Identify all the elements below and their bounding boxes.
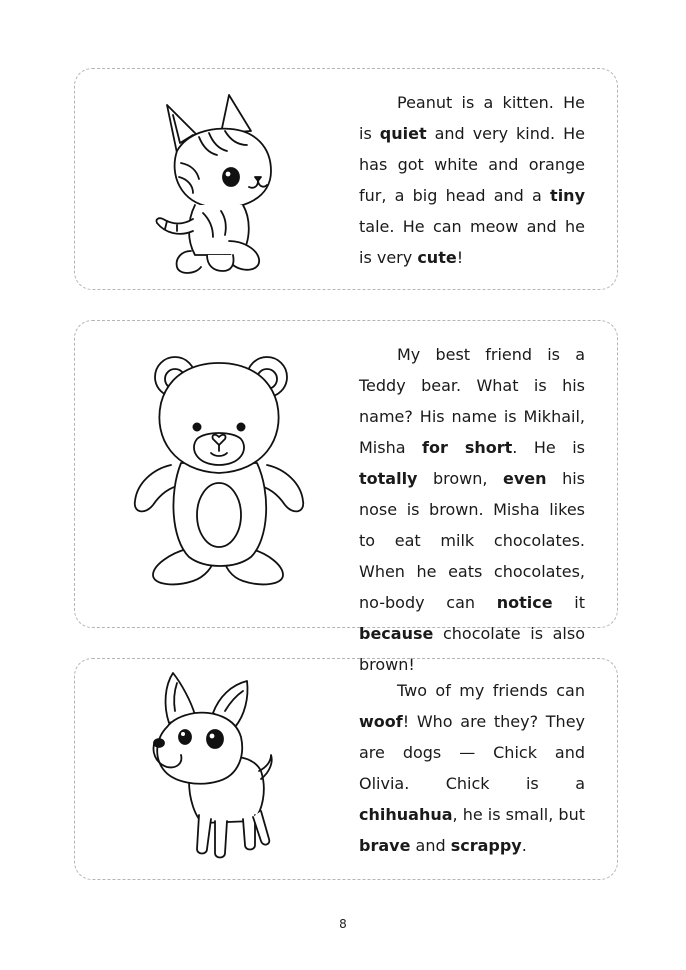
kitten-illustration: [151, 91, 285, 275]
chihuahua-story-text: [359, 675, 585, 861]
story-card-teddy-bear: [74, 320, 618, 674]
teddy-bear-illustration: [131, 353, 307, 587]
bold-word: scrappy: [450, 836, 522, 855]
story-paragraph: Two of my friends can woof! Who are they? They are dogs — Chick and Olivia. Chick is a chihuahua, he is small, but brave and scrappy.: [359, 681, 585, 855]
page-number: 8: [339, 917, 347, 931]
story-card-kitten: [74, 68, 618, 290]
bold-word: quiet: [379, 124, 427, 143]
bold-word: brave: [359, 836, 411, 855]
bold-word: notice: [496, 593, 553, 612]
story-paragraph: Peanut is a kitten. He is quiet and very kind. He has got white and orange fur, a big head and a tiny tale. He can meow and he is very cute!: [359, 93, 585, 267]
bold-word: woof: [359, 712, 403, 731]
bold-word: because: [359, 624, 434, 643]
bold-word: totally: [359, 469, 418, 488]
kitten-story-text: [359, 87, 585, 273]
bold-word: for short: [422, 438, 513, 457]
bold-word: cute: [417, 248, 457, 267]
story-card-chihuahua: [74, 658, 618, 880]
teddy-bear-story-text: [359, 339, 585, 680]
story-paragraph: My best friend is a Teddy bear. What is his name? His name is Mikhail, Misha for short. He is totally brown, even his nose is brown. Misha likes to eat milk chocolates. When he eats chocolates, no-body can notice it because chocolate is also brown!: [359, 345, 585, 674]
bold-word: chihuahua: [359, 805, 453, 824]
chihuahua-illustration: [149, 671, 279, 861]
bold-word: even: [503, 469, 547, 488]
bold-word: tiny: [550, 186, 585, 205]
